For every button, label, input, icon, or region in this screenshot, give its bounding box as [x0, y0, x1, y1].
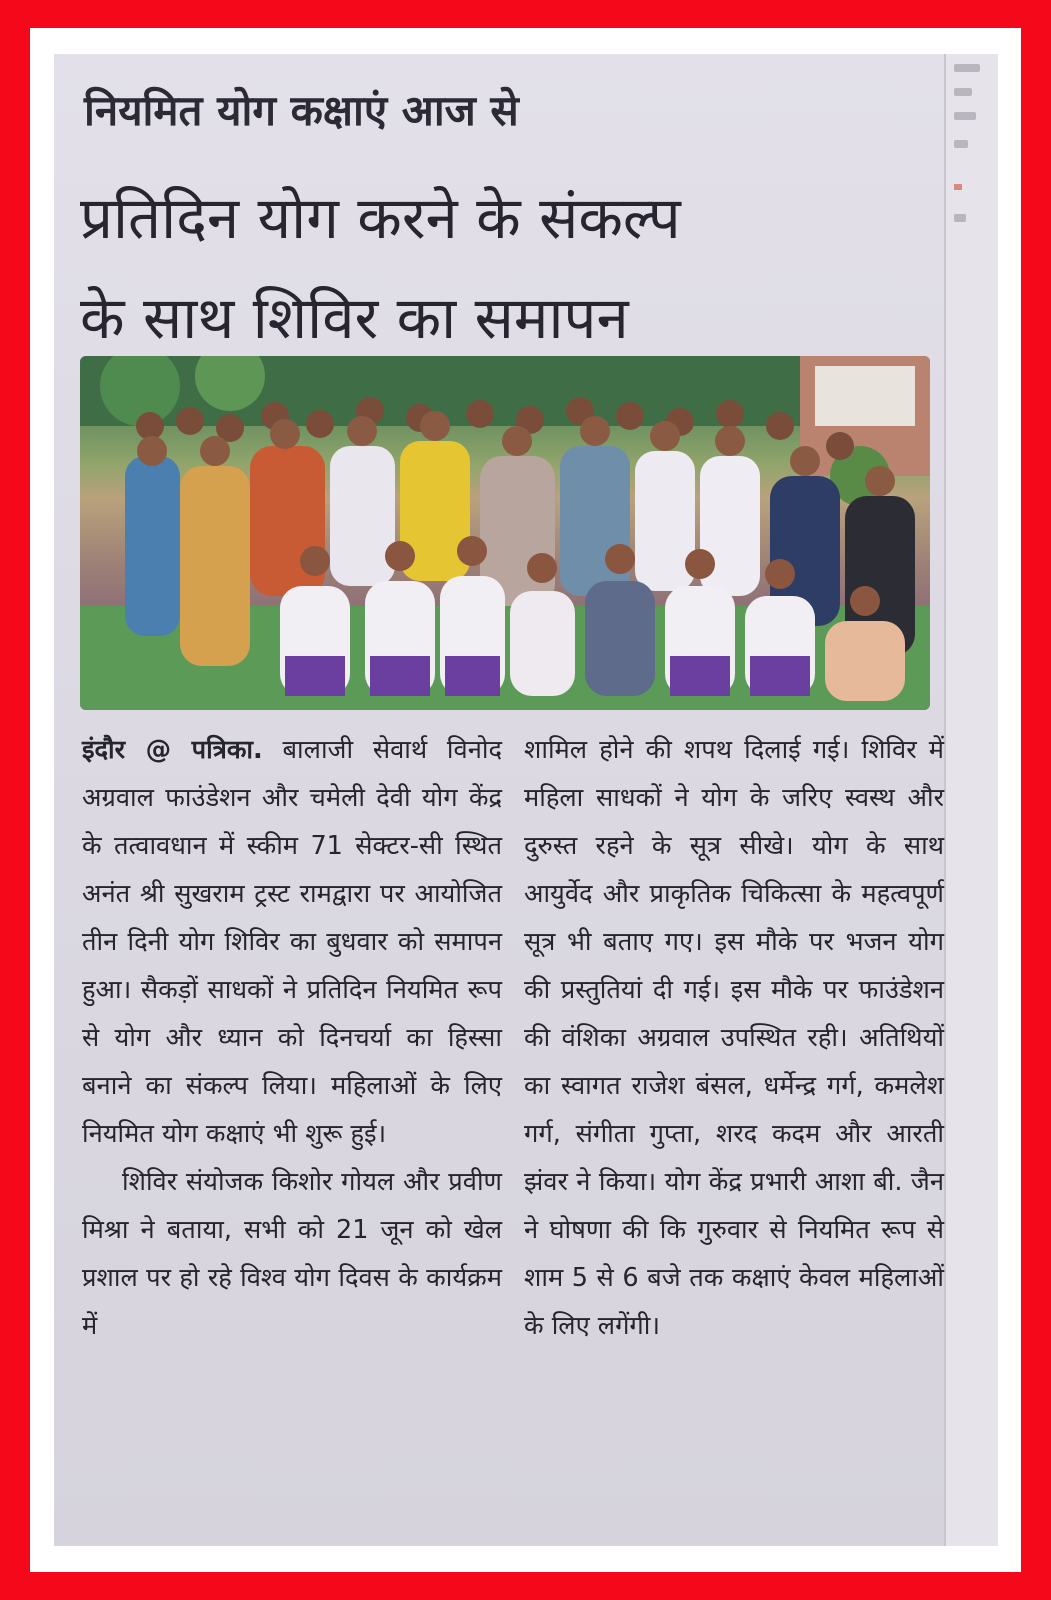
dateline: इंदौर @ पत्रिका.	[82, 735, 263, 765]
edge-text-fragment	[954, 64, 980, 72]
edge-text-fragment	[954, 140, 968, 148]
article-column-right	[524, 726, 944, 1350]
edge-text-fragment	[954, 112, 976, 120]
edge-red-mark	[954, 184, 962, 190]
paragraph-text: बालाजी सेवार्थ विनोद अग्रवाल फाउंडेशन और चमेली देवी योग केंद्र के तत्वावधान में स्कीम 71 सेक्टर-सी स्थित अनंत श्री सुखराम ट्रस्ट रामद्वारा पर आयोजित तीन दिनी योग शिविर का बुधवार को समापन हुआ। सैकड़ों साधकों ने प्रतिदिन नियमित रूप से योग और ध्यान को दिनचर्या का हिस्सा बनाने का संकल्प लिया। महिलाओं के लिए नियमित योग कक्षाएं भी शुरू हुई।	[82, 735, 502, 1149]
edge-text-fragment	[954, 88, 972, 96]
group-photo-icon	[80, 356, 930, 710]
paragraph: शिविर संयोजक किशोर गोयल और प्रवीण मिश्रा ने बताया, सभी को 21 जून को खेल प्रशाल पर हो रहे विश्व योग दिवस के कार्यक्रम में	[82, 1167, 502, 1341]
paragraph	[82, 726, 502, 1158]
article-kicker: नियमित योग कक्षाएं आज से	[84, 86, 519, 135]
article-body	[82, 726, 942, 1506]
article-column-left	[82, 726, 502, 1350]
newspaper-clipping	[54, 54, 998, 1546]
paragraph: शामिल होने की शपथ दिलाई गई। शिविर में महिला साधकों ने योग के जरिए स्वस्थ और दुरुस्त रहने के सूत्र सीखे। योग के साथ आयुर्वेद और प्राकृतिक चिकित्सा के महत्वपूर्ण सूत्र भी बताए गए। इस मौके पर भजन योग की प्रस्तुतियां दी गई। इस मौके पर फाउंडेशन की वंशिका अग्रवाल उपस्थित रही। अतिथियों का स्वागत राजेश बंसल, धर्मेन्द्र गर्ग, कमलेश गर्ग, संगीता गुप्ता, शरद कदम और आरती झंवर ने किया। योग केंद्र प्रभारी आशा बी. जैन ने घोषणा की कि गुरुवार से नियमित रूप से शाम 5 से 6 बजे तक कक्षाएं केवल महिलाओं के लिए लगेंगी।	[524, 735, 944, 1341]
edge-text-fragment	[954, 214, 966, 222]
group-photo	[80, 356, 930, 710]
headline-line-2: के साथ शिविर का समापन	[80, 284, 629, 352]
headline-line-1: प्रतिदिन योग करने के संकल्प	[80, 184, 681, 252]
article-headline	[80, 168, 910, 368]
adjacent-column-edge	[944, 54, 998, 1546]
